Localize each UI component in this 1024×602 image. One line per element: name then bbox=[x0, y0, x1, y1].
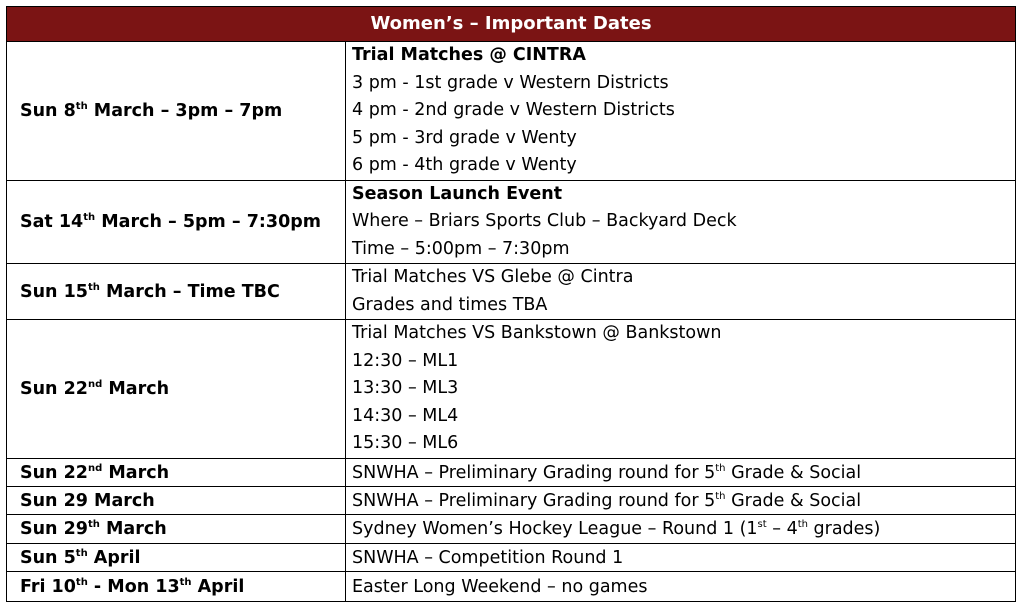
text-segment: – 4 bbox=[766, 519, 798, 539]
text-segment: March bbox=[102, 379, 170, 399]
superscript-suffix: st bbox=[757, 519, 767, 530]
event-details bbox=[346, 320, 1016, 459]
schedule-row bbox=[7, 320, 1016, 459]
text-segment: March – 3pm – 7pm bbox=[87, 100, 283, 121]
event-detail-line bbox=[352, 517, 1015, 541]
text-segment: SNWHA – Preliminary Grading round for 5 bbox=[352, 462, 716, 483]
text-segment: April bbox=[87, 547, 141, 568]
text-segment: Grade & Social bbox=[725, 462, 862, 483]
table-header-row bbox=[7, 7, 1016, 42]
text-segment: Sun 29 bbox=[20, 519, 88, 539]
text-segment: 5 pm - 3rd grade v Wenty bbox=[352, 127, 577, 148]
event-date bbox=[7, 264, 346, 320]
event-detail-line bbox=[352, 292, 1015, 320]
event-date bbox=[7, 320, 346, 459]
event-detail-line bbox=[352, 403, 1015, 431]
event-date bbox=[7, 180, 346, 264]
event-detail-line bbox=[352, 546, 1015, 570]
text-segment: Sun 8 bbox=[20, 100, 76, 121]
text-segment: Trial Matches VS Bankstown @ Bankstown bbox=[352, 323, 722, 344]
text-segment: Season Launch Event bbox=[352, 183, 563, 204]
schedule-row bbox=[7, 515, 1016, 544]
text-segment: 12:30 – ML1 bbox=[352, 350, 459, 371]
text-segment: March bbox=[102, 462, 170, 483]
event-details bbox=[346, 544, 1016, 572]
text-segment: SNWHA – Competition Round 1 bbox=[352, 547, 624, 568]
event-detail-line bbox=[352, 461, 1015, 485]
event-detail-line bbox=[352, 181, 1015, 209]
superscript-suffix: th bbox=[75, 576, 88, 588]
text-segment: 3 pm - 1st grade v Western Districts bbox=[352, 72, 669, 93]
text-segment: grades) bbox=[807, 519, 881, 539]
event-detail-line bbox=[352, 375, 1015, 403]
event-details bbox=[346, 42, 1016, 181]
superscript-suffix: th bbox=[75, 100, 88, 112]
event-date bbox=[7, 515, 346, 544]
text-segment: 4 pm - 2nd grade v Western Districts bbox=[352, 100, 675, 120]
superscript-suffix: th bbox=[715, 490, 726, 502]
event-detail-line bbox=[352, 42, 1015, 70]
text-segment: Trial Matches @ CINTRA bbox=[352, 45, 586, 65]
event-detail-line bbox=[352, 97, 1015, 125]
event-detail-line bbox=[352, 430, 1015, 458]
schedule-row bbox=[7, 459, 1016, 487]
superscript-suffix: th bbox=[715, 462, 726, 474]
text-segment: Where – Briars Sports Club – Backyard Deck bbox=[352, 211, 737, 231]
text-segment: Grades and times TBA bbox=[352, 294, 548, 315]
text-segment: 14:30 – ML4 bbox=[352, 405, 459, 426]
text-segment: April bbox=[191, 576, 245, 597]
text-segment: Sat 14 bbox=[20, 211, 84, 232]
schedule-row bbox=[7, 42, 1016, 181]
event-details bbox=[346, 264, 1016, 320]
schedule-row bbox=[7, 264, 1016, 320]
superscript-suffix: th bbox=[75, 547, 88, 559]
event-detail-line bbox=[352, 125, 1015, 153]
superscript-suffix: th bbox=[83, 211, 96, 223]
text-segment: SNWHA – Preliminary Grading round for 5 bbox=[352, 490, 716, 511]
event-detail-line bbox=[352, 70, 1015, 98]
event-detail-line bbox=[352, 489, 1015, 513]
text-segment: Sydney Women’s Hockey League – Round 1 (1 bbox=[352, 519, 758, 539]
event-date bbox=[7, 42, 346, 181]
event-details bbox=[346, 180, 1016, 264]
important-dates-table bbox=[6, 6, 1016, 602]
text-segment: 13:30 – ML3 bbox=[352, 378, 459, 399]
schedule-row bbox=[7, 180, 1016, 264]
event-date bbox=[7, 544, 346, 572]
event-details bbox=[346, 459, 1016, 487]
event-details bbox=[346, 572, 1016, 602]
text-segment: March – Time TBC bbox=[99, 281, 280, 302]
superscript-suffix: th bbox=[797, 519, 808, 530]
event-date bbox=[7, 459, 346, 487]
text-segment: Trial Matches VS Glebe @ Cintra bbox=[352, 267, 634, 287]
event-details bbox=[346, 515, 1016, 544]
text-segment: - Mon 13 bbox=[87, 576, 180, 597]
event-detail-line bbox=[352, 348, 1015, 376]
text-segment: Fri 10 bbox=[20, 576, 76, 597]
event-detail-line bbox=[352, 208, 1015, 236]
event-detail-line bbox=[352, 575, 1015, 599]
event-detail-line bbox=[352, 236, 1015, 264]
table-title: Women’s – Important Dates bbox=[7, 7, 1016, 42]
superscript-suffix: th bbox=[179, 576, 192, 588]
text-segment: 6 pm - 4th grade v Wenty bbox=[352, 155, 577, 175]
schedule-row bbox=[7, 544, 1016, 572]
superscript-suffix: nd bbox=[87, 462, 103, 474]
event-date bbox=[7, 487, 346, 515]
text-segment: Sun 5 bbox=[20, 547, 76, 568]
text-segment: Sun 22 bbox=[20, 379, 88, 399]
schedule-row bbox=[7, 572, 1016, 602]
superscript-suffix: th bbox=[87, 519, 100, 530]
text-segment: March bbox=[99, 519, 167, 539]
superscript-suffix: th bbox=[87, 281, 100, 293]
text-segment: 15:30 – ML6 bbox=[352, 433, 459, 454]
event-detail-line bbox=[352, 320, 1015, 348]
event-detail-line bbox=[352, 264, 1015, 292]
text-segment: Grade & Social bbox=[725, 490, 862, 511]
text-segment: Sun 22 bbox=[20, 462, 88, 483]
text-segment: Sun 29 March bbox=[20, 490, 155, 511]
text-segment: March – 5pm – 7:30pm bbox=[95, 211, 322, 232]
event-detail-line bbox=[352, 152, 1015, 180]
schedule-row bbox=[7, 487, 1016, 515]
text-segment: Time – 5:00pm – 7:30pm bbox=[352, 238, 570, 259]
superscript-suffix: nd bbox=[87, 379, 103, 390]
event-date bbox=[7, 572, 346, 602]
text-segment: Easter Long Weekend – no games bbox=[352, 576, 648, 597]
text-segment: Sun 15 bbox=[20, 281, 88, 302]
event-details bbox=[346, 487, 1016, 515]
